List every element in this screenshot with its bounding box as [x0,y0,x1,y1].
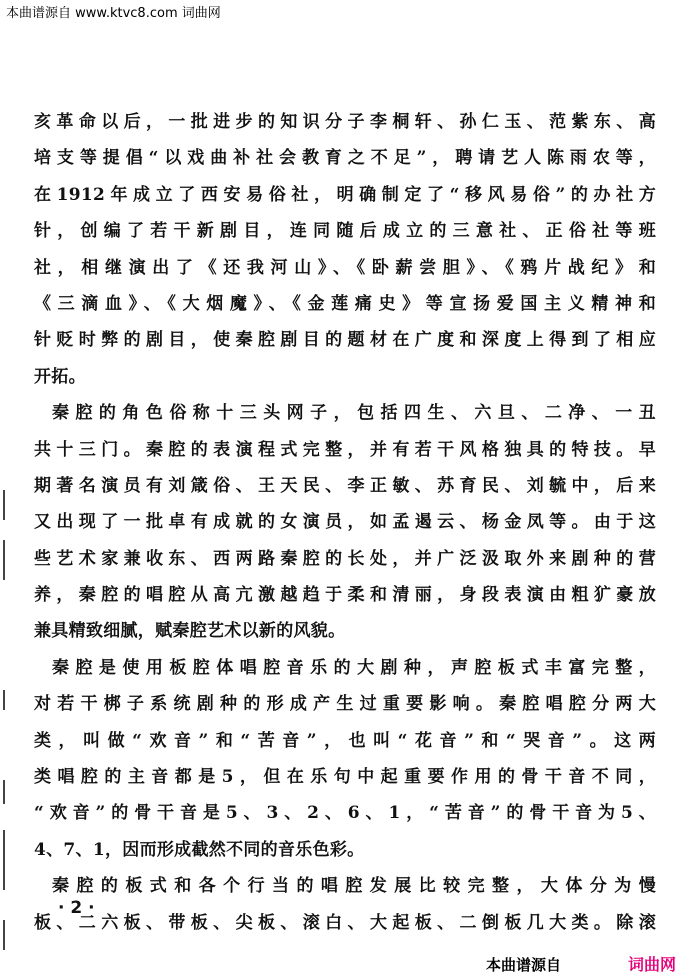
text-line: 秦腔是使用板腔体唱腔音乐的大剧种，声腔板式丰富完整， [52,657,656,678]
scan-margin-mark [3,780,5,804]
text-line: 秦腔的角色俗称十三头网子，包括四生、六旦、二净、一丑 [52,403,656,424]
text-line: 对若干梆子系统剧种的形成产生过重要影响。秦腔唱腔分两大 [34,694,656,715]
text-line: 开拓。 [34,366,86,387]
text-line: 4、7、1，因而形成截然不同的音乐色彩。 [34,839,365,860]
text-line: 社，相继演出了《还我河山》、《卧薪尝胆》、《鸦片战纪》和 [34,257,656,278]
text-line: 又出现了一批卓有成就的女演员，如孟遏云、杨金凤等。由于这 [34,512,656,533]
page-number: · 2 · [58,898,95,918]
text-line: 培支等提倡“以戏曲补社会教育之不足”，聘请艺人陈雨农等， [34,148,656,169]
paragraph [34,650,656,868]
text-line: 类，叫做“欢音”和“苦音”，也叫“花音”和“哭音”。这两 [34,730,656,751]
text-line: 兼具精致细腻，赋秦腔艺术以新的风貌。 [34,621,346,642]
scan-margin-mark [3,690,5,710]
text-line: 针，创编了若干新剧目，连同随后成立的三意社、正俗社等班 [34,221,656,242]
scan-margin-mark [3,490,5,520]
text-line: 在1912年成立了西安易俗社，明确制定了“移风易俗”的办社方 [34,184,656,205]
paragraph [34,868,656,941]
text-line: 《三滴血》、《大烟魔》、《金莲痛史》等宣扬爱国主义精神和 [34,293,656,314]
scan-margin-mark [3,540,5,580]
text-line: 针贬时弊的剧目，使秦腔剧目的题材在广度和深度上得到了相应 [34,330,656,351]
text-line: 板、二六板、带板、尖板、滚白、大起板、二倒板几大类。除滚 [34,912,656,933]
watermark-header: 本曲谱源自 www.ktvc8.com 词曲网 [6,6,221,21]
paragraph [34,395,656,650]
footer-source-text: 本曲谱源自 [486,956,562,974]
text-line: 亥革命以后，一批进步的知识分子李桐轩、孙仁玉、范紫东、高 [34,112,656,132]
text-line: 养，秦腔的唱腔从高亢激越趋于柔和清丽，身段表演由粗犷豪放 [34,585,656,606]
text-line: 秦腔的板式和各个行当的唱腔发展比较完整，大体分为慢 [52,876,656,897]
scan-margin-mark [3,920,5,950]
text-line: 类唱腔的主音都是5，但在乐句中起重要作用的骨干音不同， [34,767,656,788]
footer-site-logo: 词曲网 [628,955,677,974]
scan-margin-mark [3,830,5,890]
text-line: 期著名演员有刘箴俗、王天民、李正敏、苏育民、刘毓中，后来 [34,475,656,496]
body-text [34,104,656,941]
text-line: 共十三门。秦腔的表演程式完整，并有若干风格独具的特技。早 [34,439,656,460]
paragraph [34,104,656,395]
text-line: 些艺术家兼收东、西两路秦腔的长处，并广泛汲取外来剧种的营 [34,548,656,569]
text-line: “欢音”的骨干音是5、3、2、6、1，“苦音”的骨干音为5、 [34,803,656,824]
